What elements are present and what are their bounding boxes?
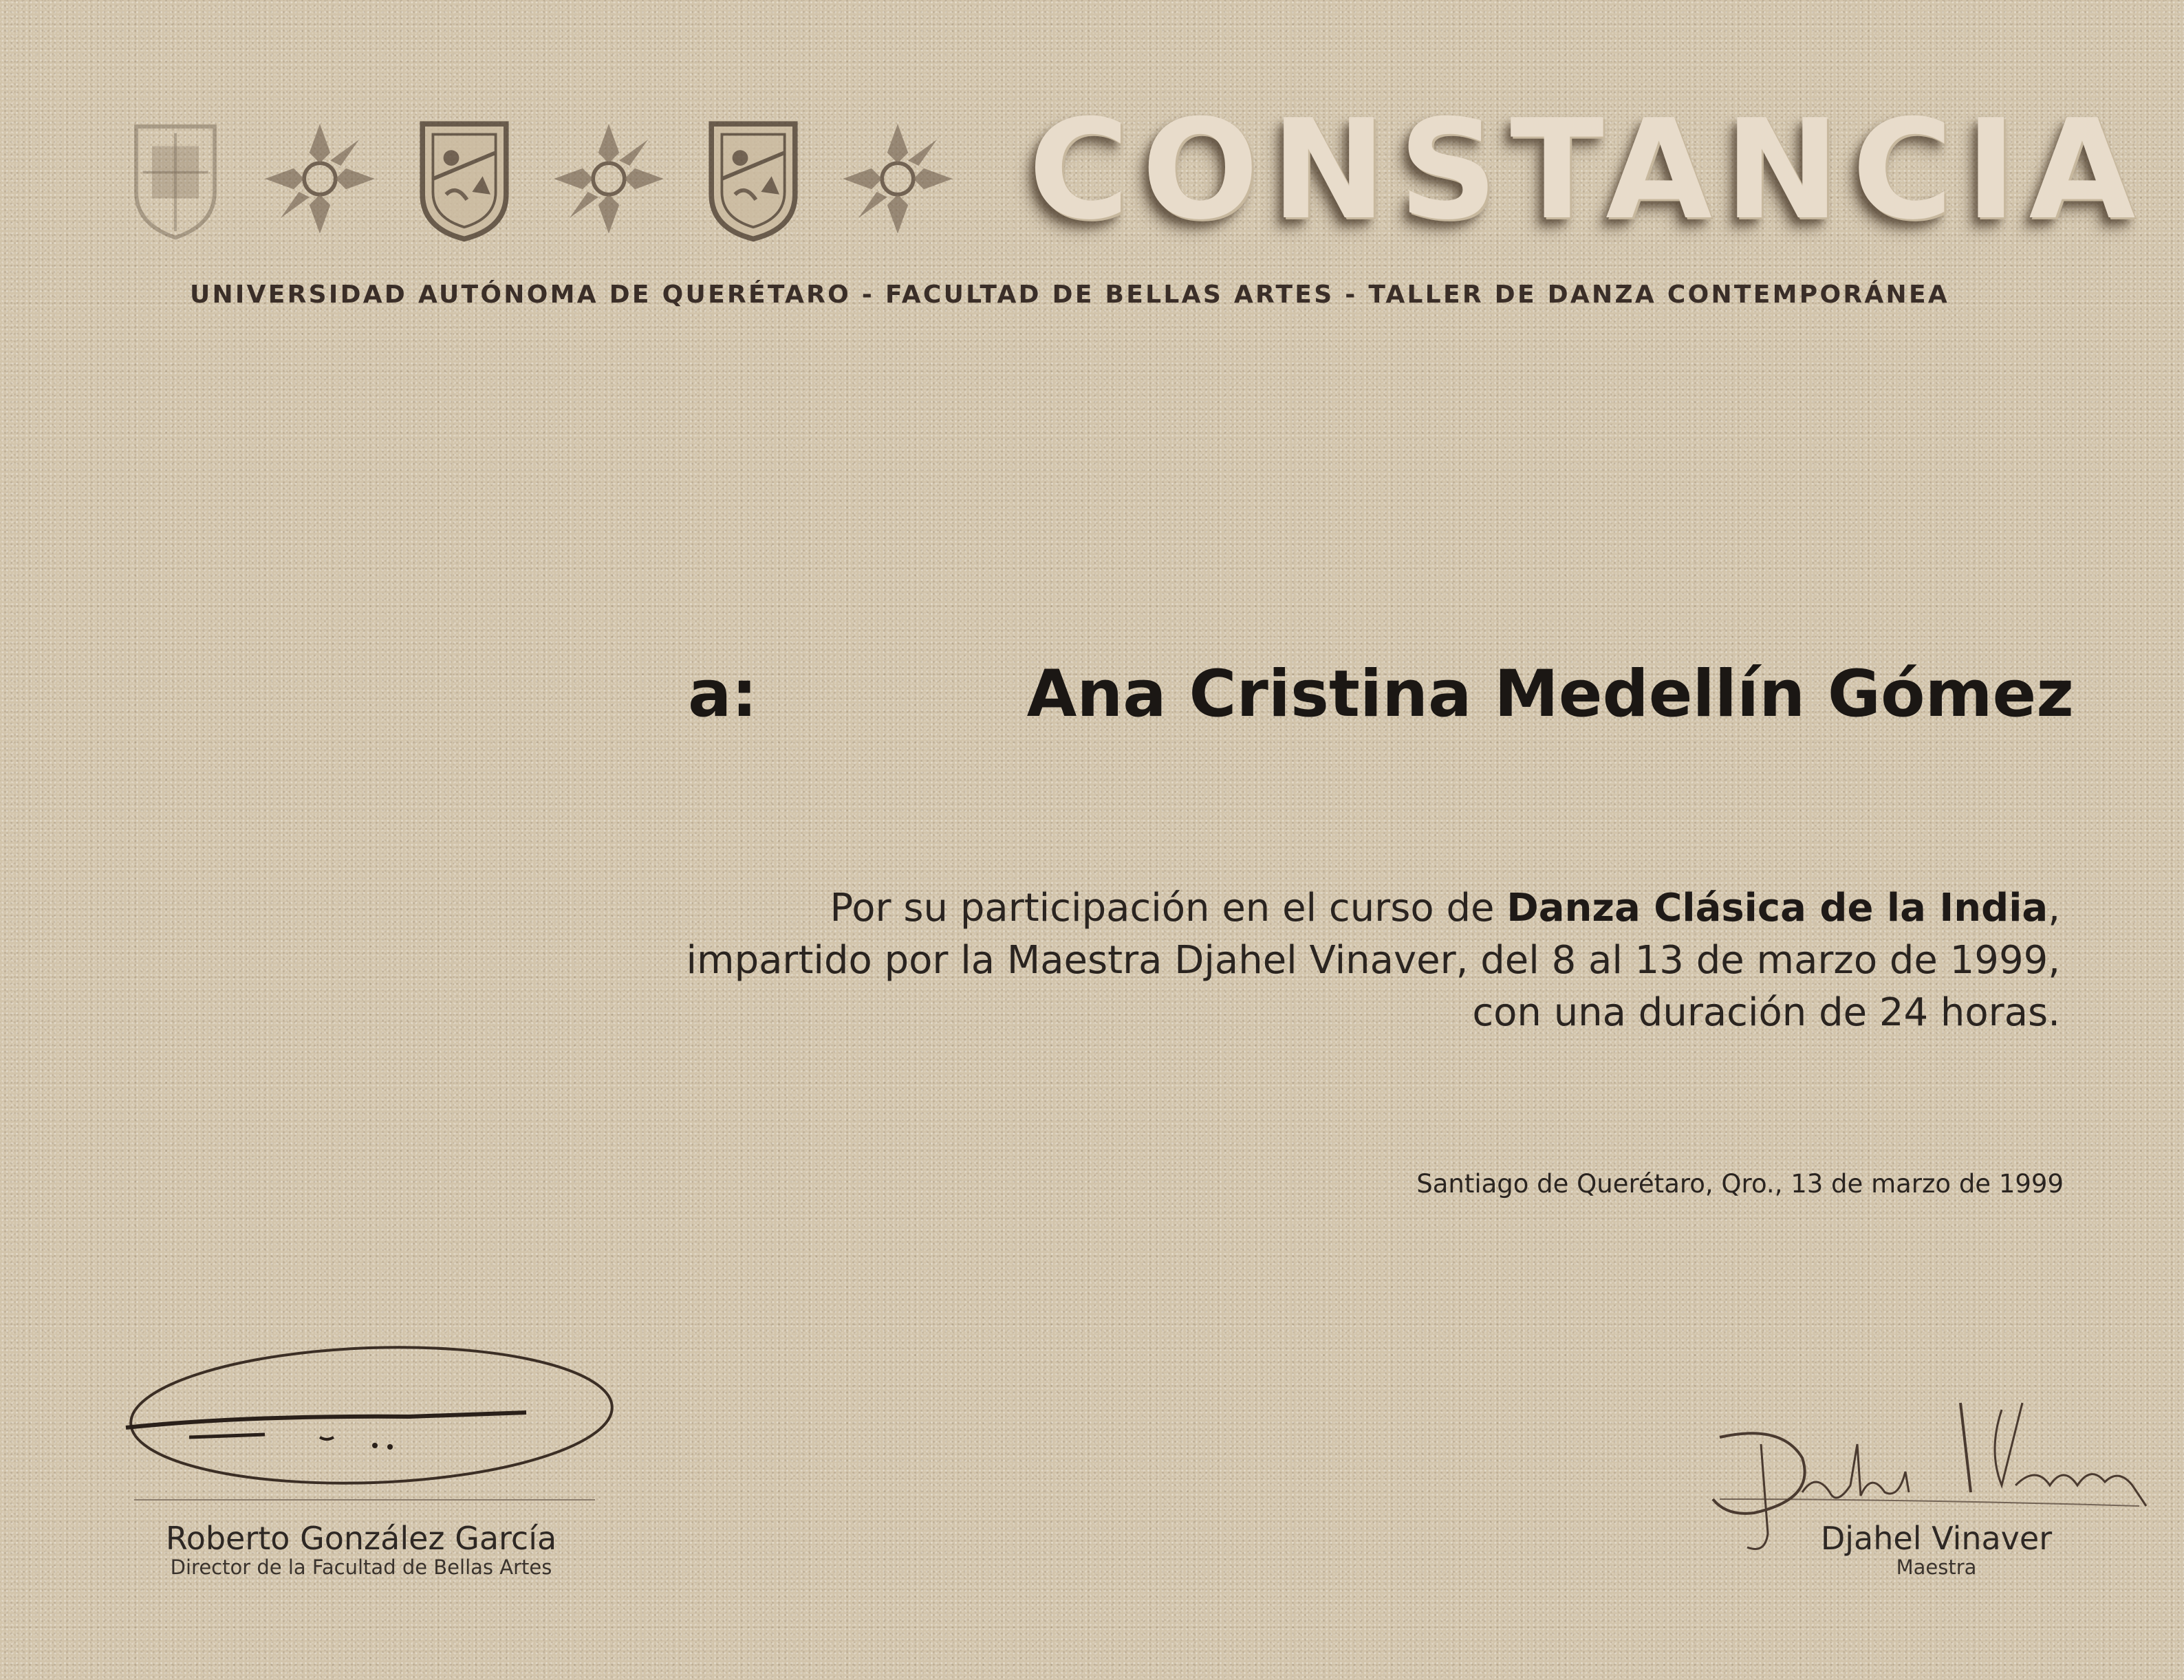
- certificate-body: [547, 882, 2060, 1039]
- faculty-shield-icon: [399, 113, 530, 244]
- body-line-1-pre: Por su participación en el curso de: [830, 886, 1507, 930]
- place-date: Santiago de Querétaro, Qro., 13 de marzo de 1999: [1416, 1169, 2064, 1199]
- recipient-prefix: a:: [688, 657, 758, 732]
- institution-line: UNIVERSIDAD AUTÓNOMA DE QUERÉTARO - FACULTAD DE BELLAS ARTES - TALLER DE DANZA CONTEMPORÁNEA: [189, 281, 1950, 309]
- dancers-emblem-icon: [832, 113, 963, 244]
- signature-line-left: [134, 1499, 595, 1501]
- dancers-emblem-icon: [543, 113, 674, 244]
- director-title: Director de la Facultad de Bellas Artes: [170, 1556, 552, 1579]
- teacher-name: Djahel Vinaver: [1820, 1520, 2053, 1557]
- body-line-3: con una duración de 24 horas.: [1472, 990, 2060, 1035]
- course-name: Danza Clásica de la India: [1506, 886, 2048, 930]
- body-line-2: impartido por la Maestra Djahel Vinaver, del 8 al 13 de marzo de 1999,: [686, 938, 2060, 983]
- director-name: Roberto González García: [165, 1520, 557, 1557]
- university-crest-icon: [110, 113, 241, 244]
- body-line-1-post: ,: [2048, 886, 2060, 930]
- teacher-title: Maestra: [1896, 1556, 1977, 1579]
- recipient-name: Ana Cristina Medellín Gómez: [1026, 657, 2074, 732]
- body-line-1: [547, 882, 2060, 935]
- faculty-shield-icon: [688, 113, 819, 244]
- certificate-title: CONSTANCIA: [1028, 90, 2148, 250]
- dancers-emblem-icon: [255, 113, 385, 244]
- emblem-row: [110, 113, 977, 251]
